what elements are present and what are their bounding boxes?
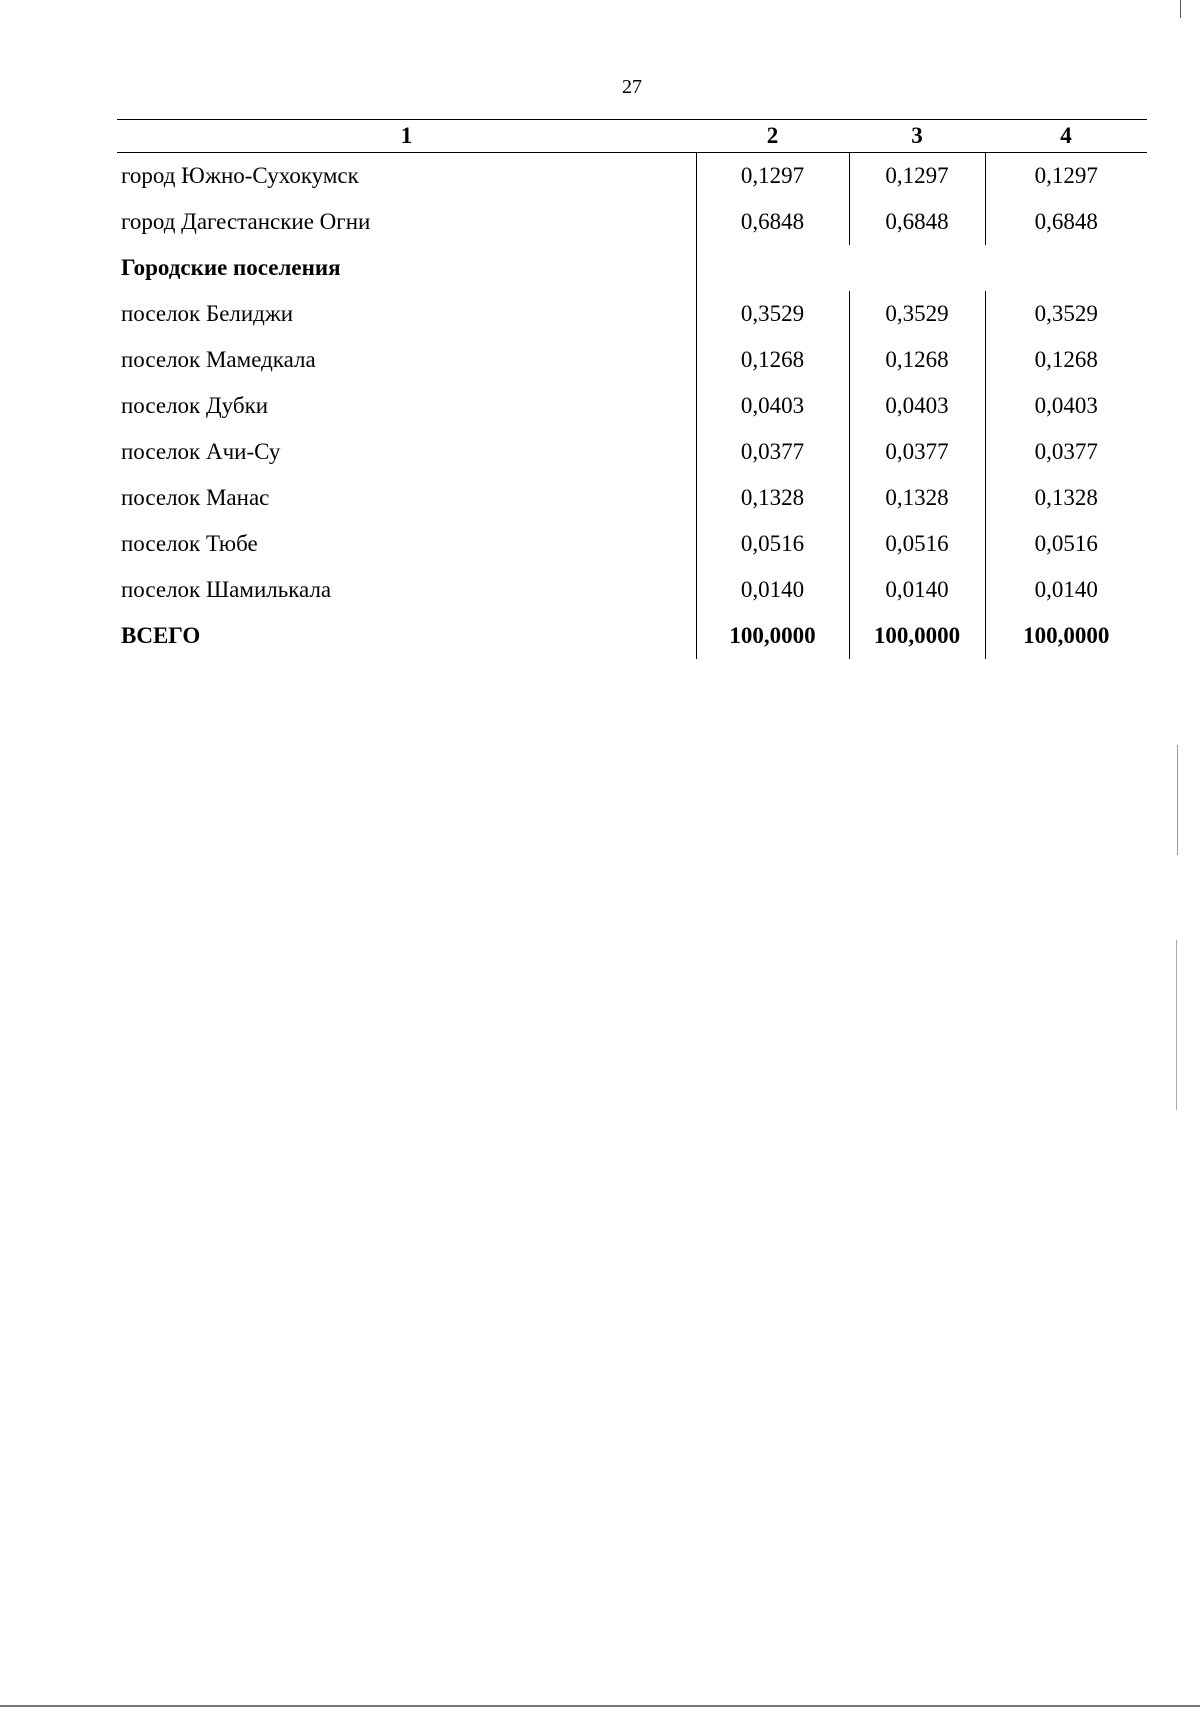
cell-col-4: 0,0140 (1034, 577, 1098, 602)
cell-col-2: 0,0516 (696, 521, 849, 567)
table-row (117, 337, 1147, 383)
column-header-1: 1 (117, 120, 696, 153)
table-row (117, 521, 1147, 567)
total-label: ВСЕГО (117, 613, 696, 659)
cell-col-3 (849, 245, 985, 291)
total-col-2: 100,0000 (696, 613, 849, 659)
cell-col-3: 0,0403 (849, 383, 985, 429)
section-row (117, 245, 1147, 291)
cell-col-4: 0,6848 (1034, 209, 1098, 234)
cell-col-3: 0,1297 (849, 153, 985, 200)
scan-artifact (0, 1705, 1200, 1707)
table-row (117, 475, 1147, 521)
total-col-3: 100,0000 (849, 613, 985, 659)
cell-col-4: 0,3529 (1034, 301, 1098, 326)
table-row (117, 567, 1147, 613)
row-name: поселок Ачи-Су (117, 429, 696, 475)
allocation-table (117, 119, 1147, 659)
total-row (117, 613, 1147, 659)
column-header-3: 3 (849, 120, 985, 153)
table-row (117, 429, 1147, 475)
row-name: поселок Дубки (117, 383, 696, 429)
cell-col-2: 0,6848 (696, 199, 849, 245)
cell-col-2: 0,3529 (696, 291, 849, 337)
cell-col-2 (696, 245, 849, 291)
row-name: поселок Тюбе (117, 521, 696, 567)
cell-col-4: 0,1328 (1034, 485, 1098, 510)
scan-artifact (1176, 940, 1177, 1110)
cell-col-4: 0,1297 (1034, 163, 1098, 188)
table-row (117, 153, 1147, 200)
column-header-2: 2 (696, 120, 849, 153)
table-row (117, 199, 1147, 245)
cell-col-3: 0,0377 (849, 429, 985, 475)
cell-col-3: 0,3529 (849, 291, 985, 337)
row-name: поселок Шамилькала (117, 567, 696, 613)
cell-col-3: 0,6848 (849, 199, 985, 245)
cell-col-4 (985, 245, 1147, 291)
column-header-4: 4 (985, 120, 1147, 153)
cell-col-2: 0,1328 (696, 475, 849, 521)
cell-col-3: 0,0516 (849, 521, 985, 567)
table-row (117, 291, 1147, 337)
cell-col-4: 0,1268 (1034, 347, 1098, 372)
section-title: Городские поселения (117, 245, 696, 291)
row-name: город Дагестанские Огни (117, 199, 696, 245)
scan-artifact (1180, 0, 1181, 18)
cell-col-4: 0,0377 (1034, 439, 1098, 464)
cell-col-4: 0,0516 (1034, 531, 1098, 556)
cell-col-3: 0,1268 (849, 337, 985, 383)
row-name: город Южно-Сухокумск (117, 153, 696, 200)
cell-col-2: 0,1297 (696, 153, 849, 200)
cell-col-2: 0,1268 (696, 337, 849, 383)
row-name: поселок Манас (117, 475, 696, 521)
cell-col-2: 0,0140 (696, 567, 849, 613)
table-row (117, 383, 1147, 429)
cell-col-4: 0,0403 (1034, 393, 1098, 418)
row-name: поселок Белиджи (117, 291, 696, 337)
table-header-row (117, 120, 1147, 153)
cell-col-3: 0,0140 (849, 567, 985, 613)
cell-col-2: 0,0403 (696, 383, 849, 429)
total-col-4: 100,0000 (1023, 623, 1110, 648)
cell-col-2: 0,0377 (696, 429, 849, 475)
row-name: поселок Мамедкала (117, 337, 696, 383)
page-number: 27 (622, 76, 642, 98)
cell-col-3: 0,1328 (849, 475, 985, 521)
scan-artifact (1177, 745, 1178, 855)
